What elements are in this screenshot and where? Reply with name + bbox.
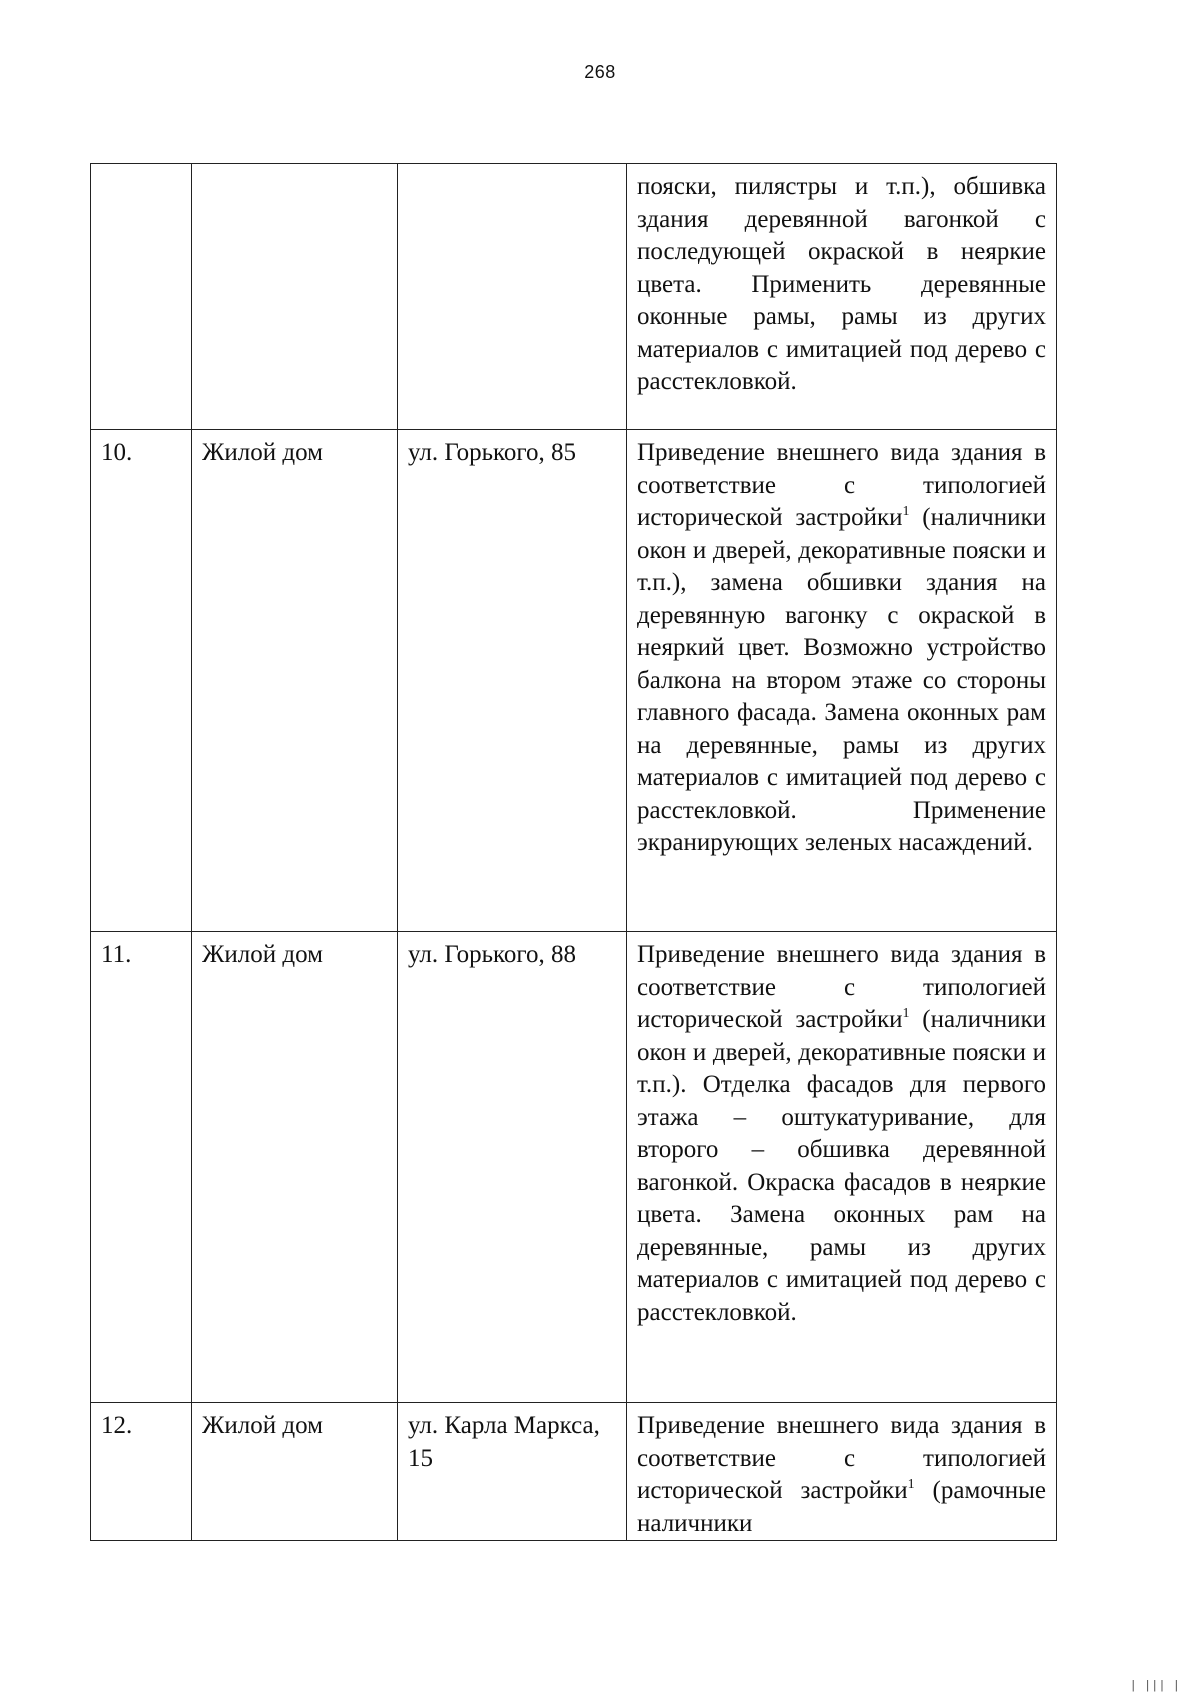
footnote-marker: 1 (902, 504, 910, 519)
table-row (91, 1403, 1057, 1541)
address-cell: ул. Карла Маркса, 15 (398, 1403, 627, 1541)
page-number: 268 (584, 62, 616, 82)
object-name-cell (192, 164, 398, 430)
table-row (91, 164, 1057, 430)
description-text (637, 437, 1046, 860)
description-main: Приведение внешнего вида здания в соответствие с типологией исторической застройки (637, 439, 1046, 531)
description-text (637, 939, 1046, 1329)
object-name-cell: Жилой дом (192, 932, 398, 1403)
description-text (637, 171, 1046, 399)
description-cell (627, 932, 1057, 1403)
description-main: Приведение внешнего вида здания в соответствие с типологией исторической застройки (637, 1412, 1046, 1504)
footnote-marker: 1 (907, 1477, 915, 1492)
address-cell: ул. Горького, 88 (398, 932, 627, 1403)
object-name-cell: Жилой дом (192, 1403, 398, 1541)
table-row (91, 430, 1057, 932)
description-cell (627, 164, 1057, 430)
table-row (91, 932, 1057, 1403)
row-number-cell: 12. (91, 1403, 192, 1541)
object-name-cell: Жилой дом (192, 430, 398, 932)
row-number-cell (91, 164, 192, 430)
description-cell (627, 430, 1057, 932)
row-number-cell: 11. (91, 932, 192, 1403)
description-cell (627, 1403, 1057, 1541)
footnote-marker: 1 (902, 1006, 910, 1021)
description-main: пояски, пилястры и т.п.), обшивка здания деревянной вагонкой с последующей окраской в неяркие цвета. Применить деревянные оконные рамы, рамы из других материалов с имитацией под дерево с расстекловкой. (637, 173, 1046, 395)
row-number-cell: 10. (91, 430, 192, 932)
address-cell: ул. Горького, 85 (398, 430, 627, 932)
description-main: Приведение внешнего вида здания в соответствие с типологией исторической застройки (637, 941, 1046, 1033)
description-continued: (наличники окон и дверей, декоративные пояски и т.п.). Отделка фасадов для первого этажа – оштукатуривание, для второго – обшивка деревянной вагонкой. Окраска фасадов в неяркие цвета. Замена оконных рам на деревянные, рамы из других материалов с имитацией под дерево с расстекловкой. (637, 1006, 1046, 1326)
registry-table (90, 163, 1057, 1541)
description-text (637, 1410, 1046, 1540)
description-continued: (наличники окон и дверей, декоративные пояски и т.п.), замена обшивки здания на деревянную вагонку с окраской в неяркий цвет. Возможно устройство балкона на втором этаже со стороны главного фасада. Замена оконных рам на деревянные, рамы из других материалов с имитацией под дерево с расстекловкой. Применение экранирующих зеленых насаждений. (637, 504, 1046, 856)
scan-marks: | ||| | (1129, 1679, 1180, 1693)
address-cell (398, 164, 627, 430)
description-continued: (рамочные наличники (637, 1477, 1046, 1537)
